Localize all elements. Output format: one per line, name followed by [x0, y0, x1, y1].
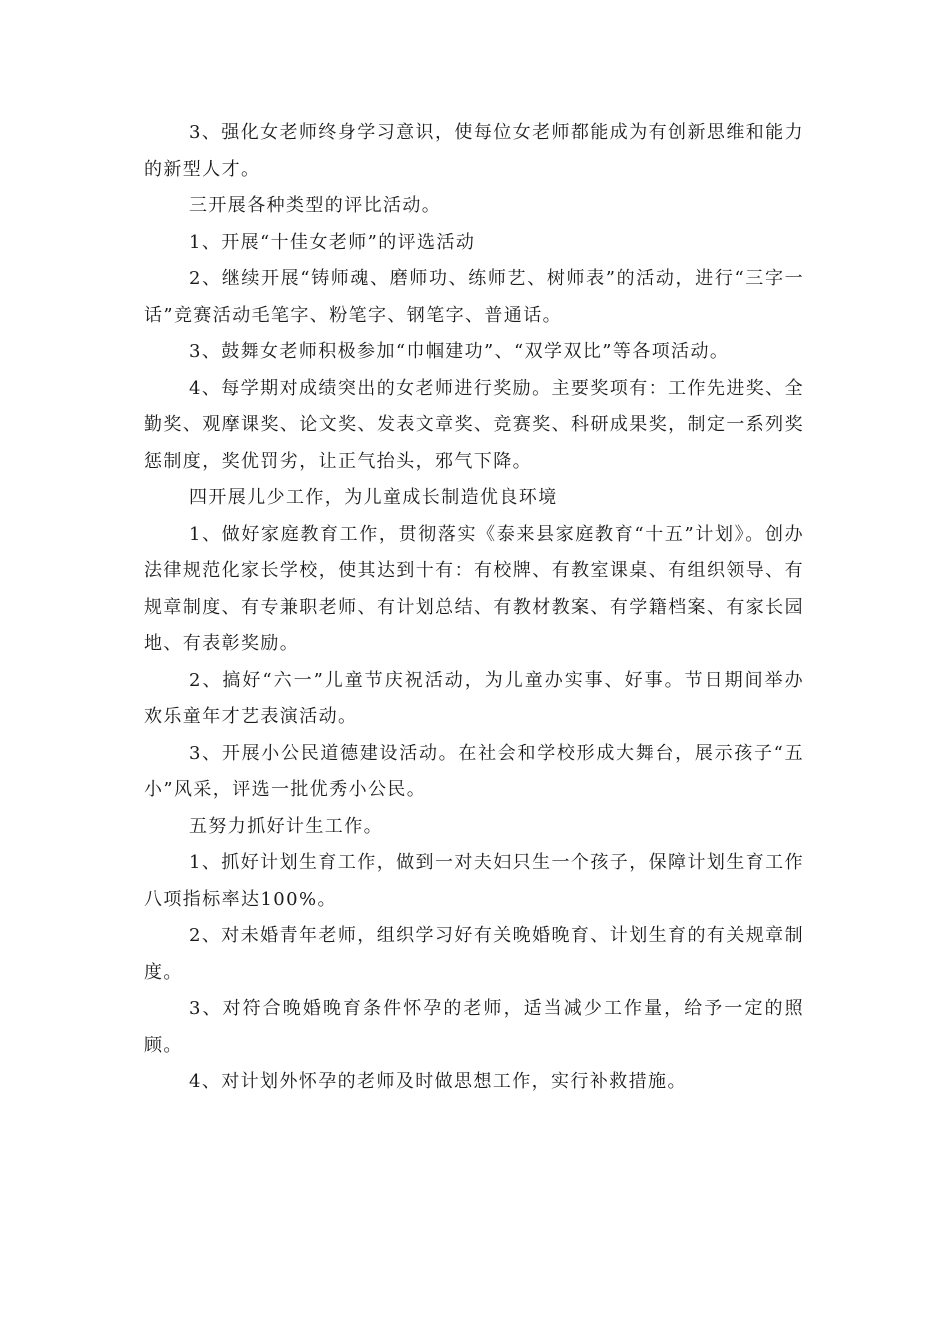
paragraph-family-education: 1、做好家庭教育工作，贯彻落实《泰来县家庭教育“十五”计划》。创办法律规范化家长学校，使其达到十有：有校牌、有教室课桌、有组织领导、有规章制度、有专兼职老师、有计划总结、有教材教案、有学籍档案、有家长园地、有表彰奖励。: [144, 523, 804, 654]
paragraph-little-citizens: 3、开展小公民道德建设活动。在社会和学校形成大舞台，展示孩子“五小”风采，评选一批优秀小公民。: [144, 742, 804, 800]
paragraph-childrens-day: 2、搞好“六一”儿童节庆祝活动，为儿童办实事、好事。节日期间举办欢乐童年才艺表演活动。: [144, 669, 804, 727]
paragraph-remedial-measures: 4、对计划外怀孕的老师及时做思想工作，实行补救措施。: [189, 1071, 687, 1092]
paragraph-teacher-skills: 2、继续开展“铸师魂、磨师功、练师艺、树师表”的活动，进行“三字一话”竞赛活动毛笔字、粉笔字、钢笔字、普通话。: [144, 268, 804, 326]
paragraph-family-planning-work: 1、抓好计划生育工作，做到一对夫妇只生一个孩子，保障计划生育工作八项指标率达100%。: [144, 852, 804, 910]
section-heading-children-work: 四开展儿少工作，为儿童成长制造优良环境: [189, 487, 558, 508]
paragraph-top-ten-teachers: 1、开展“十佳女老师”的评选活动: [189, 231, 476, 253]
section-heading-evaluation: 三开展各种类型的评比活动。: [189, 195, 442, 216]
paragraph-encourage-activities: 3、鼓舞女老师积极参加“巾帼建功”、“双学双比”等各项活动。: [189, 341, 730, 362]
document-body: [144, 115, 804, 1101]
section-heading-family-planning: 五努力抓好计生工作。: [189, 815, 383, 837]
paragraph-awards: 4、每学期对成绩突出的女老师进行奖励。主要奖项有：工作先进奖、全勤奖、观摩课奖、论文奖、发表文章奖、竞赛奖、科研成果奖，制定一系列奖惩制度，奖优罚劣，让正气抬头，邪气下降。: [144, 377, 804, 472]
paragraph-unmarried-teachers: 2、对未婚青年老师，组织学习好有关晚婚晚育、计划生育的有关规章制度。: [144, 925, 804, 983]
paragraph-lifelong-learning: 3、强化女老师终身学习意识，使每位女老师都能成为有创新思维和能力的新型人才。: [144, 122, 804, 180]
paragraph-pregnant-teachers: 3、对符合晚婚晚育条件怀孕的老师，适当减少工作量，给予一定的照顾。: [144, 998, 804, 1056]
